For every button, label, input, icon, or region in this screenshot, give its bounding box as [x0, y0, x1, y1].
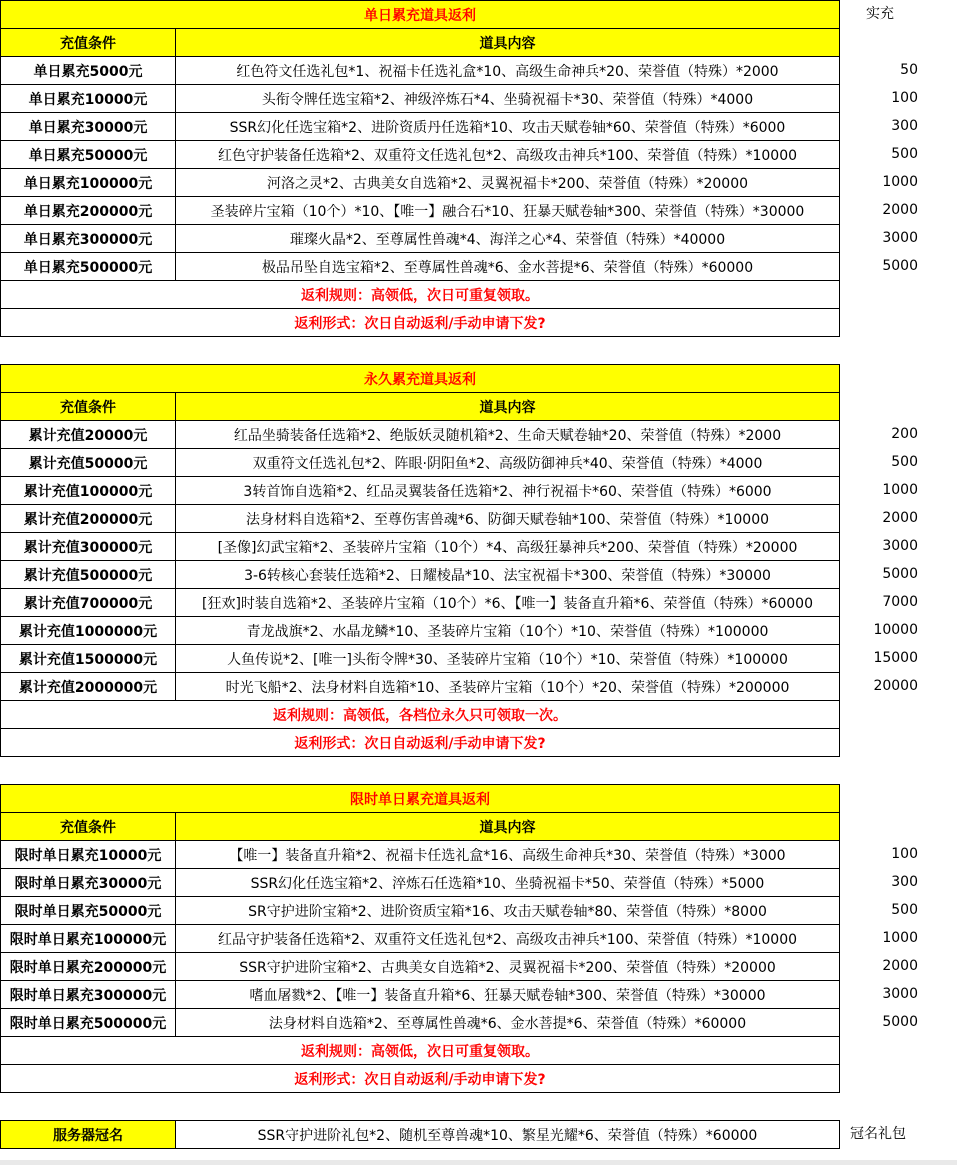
table-row: 累计充值200000元 法身材料自选箱*2、至尊伤害兽魂*6、防御天赋卷轴*100、荣誉值（特殊）*10000 [1, 505, 840, 533]
row-value: 3000 [882, 230, 918, 246]
table-row: 限时单日累充30000元 SSR幻化任选宝箱*2、淬炼石任选箱*10、坐骑祝福卡*50、荣誉值（特殊）*5000 [1, 869, 840, 897]
server-crown-table [0, 1120, 840, 1149]
column-header-condition: 充值条件 [1, 393, 176, 421]
row-value: 300 [891, 118, 918, 134]
sheet-tab-strip [0, 1160, 957, 1165]
table-row: 累计充值20000元 红品坐骑装备任选箱*2、绝版妖灵随机箱*2、生命天赋卷轴*20、荣誉值（特殊）*2000 [1, 421, 840, 449]
row-value: 3000 [882, 986, 918, 1002]
row-value: 2000 [882, 958, 918, 974]
table-row: 累计充值1000000元 青龙战旗*2、水晶龙鳞*10、圣装碎片宝箱（10个）*10、荣誉值（特殊）*100000 [1, 617, 840, 645]
table-row: 限时单日累充10000元 【唯一】装备直升箱*2、祝福卡任选礼盒*16、高级生命神兵*30、荣誉值（特殊）*3000 [1, 841, 840, 869]
rebate-form: 返利形式：次日自动返利/手动申请下发? [1, 309, 840, 337]
table-row: 单日累充10000元 头衔令牌任选宝箱*2、神级淬炼石*4、坐骑祝福卡*30、荣誉值（特殊）*4000 [1, 85, 840, 113]
table-row: 限时单日累充100000元 红品守护装备任选箱*2、双重符文任选礼包*2、高级攻击神兵*100、荣誉值（特殊）*10000 [1, 925, 840, 953]
header-actual-recharge: 实充 [866, 6, 894, 22]
table-row: 累计充值700000元 [狂欢]时装自选箱*2、圣装碎片宝箱（10个）*6、【唯一】装备直升箱*6、荣誉值（特殊）*60000 [1, 589, 840, 617]
column-header-condition: 充值条件 [1, 29, 176, 57]
row-value: 1000 [882, 482, 918, 498]
rebate-rule: 返利规则：高领低，次日可重复领取。 [1, 1037, 840, 1065]
row-value: 15000 [873, 650, 918, 666]
table-row: 单日累充50000元 红色守护装备任选箱*2、双重符文任选礼包*2、高级攻击神兵*100、荣誉值（特殊）*10000 [1, 141, 840, 169]
table-row: 单日累充5000元 红色符文任选礼包*1、祝福卡任选礼盒*10、高级生命神兵*20、荣誉值（特殊）*2000 [1, 57, 840, 85]
table-row: 单日累充30000元 SSR幻化任选宝箱*2、进阶资质丹任选箱*10、攻击天赋卷轴*60、荣誉值（特殊）*6000 [1, 113, 840, 141]
row-value: 100 [891, 846, 918, 862]
crown-items: SSR守护进阶礼包*2、随机至尊兽魂*10、繁星光耀*6、荣誉值（特殊）*60000 [176, 1121, 840, 1149]
row-value: 500 [891, 902, 918, 918]
row-value: 5000 [882, 566, 918, 582]
section-permanent-table [0, 364, 840, 757]
column-header-content: 道具内容 [176, 29, 840, 57]
column-header-content: 道具内容 [176, 393, 840, 421]
table-row: 累计充值100000元 3转首饰自选箱*2、红品灵翼装备任选箱*2、神行祝福卡*60、荣誉值（特殊）*6000 [1, 477, 840, 505]
table-row: 累计充值300000元 [圣像]幻武宝箱*2、圣装碎片宝箱（10个）*4、高级狂暴神兵*200、荣誉值（特殊）*20000 [1, 533, 840, 561]
table-row: 限时单日累充500000元 法身材料自选箱*2、至尊属性兽魂*6、金水菩提*6、荣誉值（特殊）*60000 [1, 1009, 840, 1037]
row-value: 50 [900, 62, 918, 78]
row-value: 2000 [882, 510, 918, 526]
table-row: 限时单日累充200000元 SSR守护进阶宝箱*2、古典美女自选箱*2、灵翼祝福卡*200、荣誉值（特殊）*20000 [1, 953, 840, 981]
row-value: 1000 [882, 930, 918, 946]
table-row: 累计充值500000元 3-6转核心套装任选箱*2、日耀棱晶*10、法宝祝福卡*300、荣誉值（特殊）*30000 [1, 561, 840, 589]
value-column [840, 840, 918, 1036]
section-daily-table [0, 0, 840, 337]
row-value: 300 [891, 874, 918, 890]
row-value: 3000 [882, 538, 918, 554]
rebate-rule: 返利规则：高领低，次日可重复领取。 [1, 281, 840, 309]
value-column [840, 56, 918, 280]
table-row: 单日累充500000元 极品吊坠自选宝箱*2、至尊属性兽魂*6、金水菩提*6、荣誉值（特殊）*60000 [1, 253, 840, 281]
table-row [1, 1121, 840, 1149]
row-value: 5000 [882, 258, 918, 274]
table-row: 单日累充100000元 河洛之灵*2、古典美女自选箱*2、灵翼祝福卡*200、荣誉值（特殊）*20000 [1, 169, 840, 197]
table-row: 限时单日累充300000元 嗜血屠戮*2、【唯一】装备直升箱*6、狂暴天赋卷轴*300、荣誉值（特殊）*30000 [1, 981, 840, 1009]
row-value: 7000 [882, 594, 918, 610]
value-column [840, 420, 918, 700]
row-value: 5000 [882, 1014, 918, 1030]
column-header-condition: 充值条件 [1, 813, 176, 841]
row-value: 100 [891, 90, 918, 106]
row-value: 20000 [873, 678, 918, 694]
rebate-form: 返利形式：次日自动返利/手动申请下发? [1, 1065, 840, 1093]
crown-gift-label: 冠名礼包 [850, 1126, 906, 1142]
crown-condition: 服务器冠名 [1, 1121, 176, 1149]
table-row: 单日累充200000元 圣装碎片宝箱（10个）*10、【唯一】融合石*10、狂暴天赋卷轴*300、荣誉值（特殊）*30000 [1, 197, 840, 225]
row-value: 1000 [882, 174, 918, 190]
row-value: 500 [891, 146, 918, 162]
section-title: 永久累充道具返利 [1, 365, 840, 393]
table-row: 单日累充300000元 璀璨火晶*2、至尊属性兽魂*4、海洋之心*4、荣誉值（特殊）*40000 [1, 225, 840, 253]
table-row: 累计充值2000000元 时光飞船*2、法身材料自选箱*10、圣装碎片宝箱（10个）*20、荣誉值（特殊）*200000 [1, 673, 840, 701]
column-header-content: 道具内容 [176, 813, 840, 841]
table-row: 累计充值1500000元 人鱼传说*2、[唯一]头衔令牌*30、圣装碎片宝箱（10个）*10、荣誉值（特殊）*100000 [1, 645, 840, 673]
rebate-rule: 返利规则：高领低，各档位永久只可领取一次。 [1, 701, 840, 729]
section-title: 单日累充道具返利 [1, 1, 840, 29]
row-value: 2000 [882, 202, 918, 218]
row-value: 10000 [873, 622, 918, 638]
row-value: 200 [891, 426, 918, 442]
row-value: 500 [891, 454, 918, 470]
table-row: 累计充值50000元 双重符文任选礼包*2、阵眼·阴阳鱼*2、高级防御神兵*40、荣誉值（特殊）*4000 [1, 449, 840, 477]
table-row: 限时单日累充50000元 SR守护进阶宝箱*2、进阶资质宝箱*16、攻击天赋卷轴*80、荣誉值（特殊）*8000 [1, 897, 840, 925]
rebate-form: 返利形式：次日自动返利/手动申请下发? [1, 729, 840, 757]
section-title: 限时单日累充道具返利 [1, 785, 840, 813]
section-limited-table [0, 784, 840, 1093]
